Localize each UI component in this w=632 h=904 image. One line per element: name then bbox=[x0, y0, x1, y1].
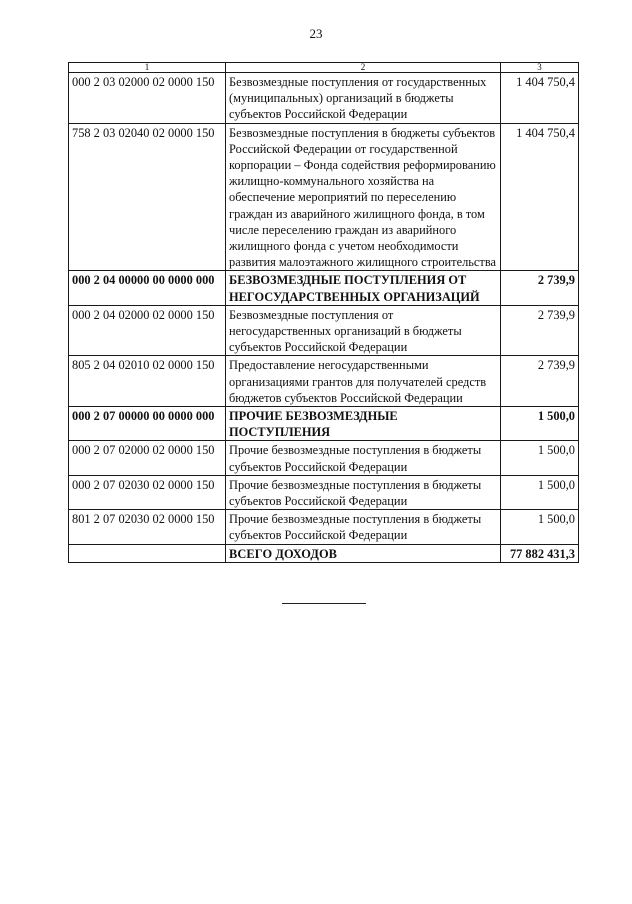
table-row bbox=[69, 441, 579, 475]
table-row bbox=[69, 123, 579, 271]
amount-cell: 1 500,0 bbox=[501, 475, 579, 509]
description-cell: Прочие безвозмездные поступления в бюджеты субъектов Российской Федерации bbox=[226, 510, 501, 544]
column-number-2: 2 bbox=[226, 63, 501, 73]
description-cell: Безвозмездные поступления от негосударственных организаций в бюджеты субъектов Российской Федерации bbox=[226, 305, 501, 356]
table-row bbox=[69, 73, 579, 124]
revenue-table-body bbox=[69, 63, 579, 563]
total-amount: 77 882 431,3 bbox=[501, 544, 579, 562]
budget-code-cell: 000 2 04 00000 00 0000 000 bbox=[69, 271, 226, 305]
amount-cell: 2 739,9 bbox=[501, 356, 579, 407]
amount-cell: 2 739,9 bbox=[501, 271, 579, 305]
closing-separator-line bbox=[282, 603, 366, 604]
budget-code-cell: 000 2 03 02000 02 0000 150 bbox=[69, 73, 226, 124]
description-cell: Предоставление негосударственными организациями грантов для получателей средств бюджетов субъектов Российской Федерации bbox=[226, 356, 501, 407]
total-row bbox=[69, 544, 579, 562]
table-row bbox=[69, 356, 579, 407]
page-number: 23 bbox=[309, 26, 323, 41]
description-cell: БЕЗВОЗМЕЗДНЫЕ ПОСТУПЛЕНИЯ ОТ НЕГОСУДАРСТВЕННЫХ ОРГАНИЗАЦИЙ bbox=[226, 271, 501, 305]
table-row bbox=[69, 510, 579, 544]
description-cell: Безвозмездные поступления от государственных (муниципальных) организаций в бюджеты субъектов Российской Федерации bbox=[226, 73, 501, 124]
table-row bbox=[69, 407, 579, 441]
amount-cell: 1 404 750,4 bbox=[501, 73, 579, 124]
column-number-3: 3 bbox=[501, 63, 579, 73]
amount-cell: 1 404 750,4 bbox=[501, 123, 579, 271]
budget-code-cell: 000 2 07 00000 00 0000 000 bbox=[69, 407, 226, 441]
table-row bbox=[69, 271, 579, 305]
description-cell: Безвозмездные поступления в бюджеты субъектов Российской Федерации от государственной корпорации – Фонда содействия реформированию жилищно-коммунального хозяйства на обеспечение мероприятий по переселению граждан из аварийного жилищного фонда, в том числе переселению граждан из аварийного жилищного фонда с учетом необходимости развития малоэтажного жилищного строительства bbox=[226, 123, 501, 271]
description-cell: Прочие безвозмездные поступления в бюджеты субъектов Российской Федерации bbox=[226, 441, 501, 475]
budget-code-cell: 805 2 04 02010 02 0000 150 bbox=[69, 356, 226, 407]
budget-code-cell: 000 2 07 02000 02 0000 150 bbox=[69, 441, 226, 475]
total-label: ВСЕГО ДОХОДОВ bbox=[226, 544, 501, 562]
column-number-row bbox=[69, 63, 579, 73]
amount-cell: 1 500,0 bbox=[501, 441, 579, 475]
description-cell: Прочие безвозмездные поступления в бюджеты субъектов Российской Федерации bbox=[226, 475, 501, 509]
description-cell: ПРОЧИЕ БЕЗВОЗМЕЗДНЫЕ ПОСТУПЛЕНИЯ bbox=[226, 407, 501, 441]
budget-code-cell: 758 2 03 02040 02 0000 150 bbox=[69, 123, 226, 271]
table-row bbox=[69, 475, 579, 509]
budget-code-cell: 000 2 07 02030 02 0000 150 bbox=[69, 475, 226, 509]
amount-cell: 1 500,0 bbox=[501, 510, 579, 544]
amount-cell: 1 500,0 bbox=[501, 407, 579, 441]
budget-code-cell: 801 2 07 02030 02 0000 150 bbox=[69, 510, 226, 544]
table-row bbox=[69, 305, 579, 356]
column-number-1: 1 bbox=[69, 63, 226, 73]
revenue-table bbox=[68, 62, 579, 563]
budget-code-cell: 000 2 04 02000 02 0000 150 bbox=[69, 305, 226, 356]
amount-cell: 2 739,9 bbox=[501, 305, 579, 356]
total-code-cell bbox=[69, 544, 226, 562]
